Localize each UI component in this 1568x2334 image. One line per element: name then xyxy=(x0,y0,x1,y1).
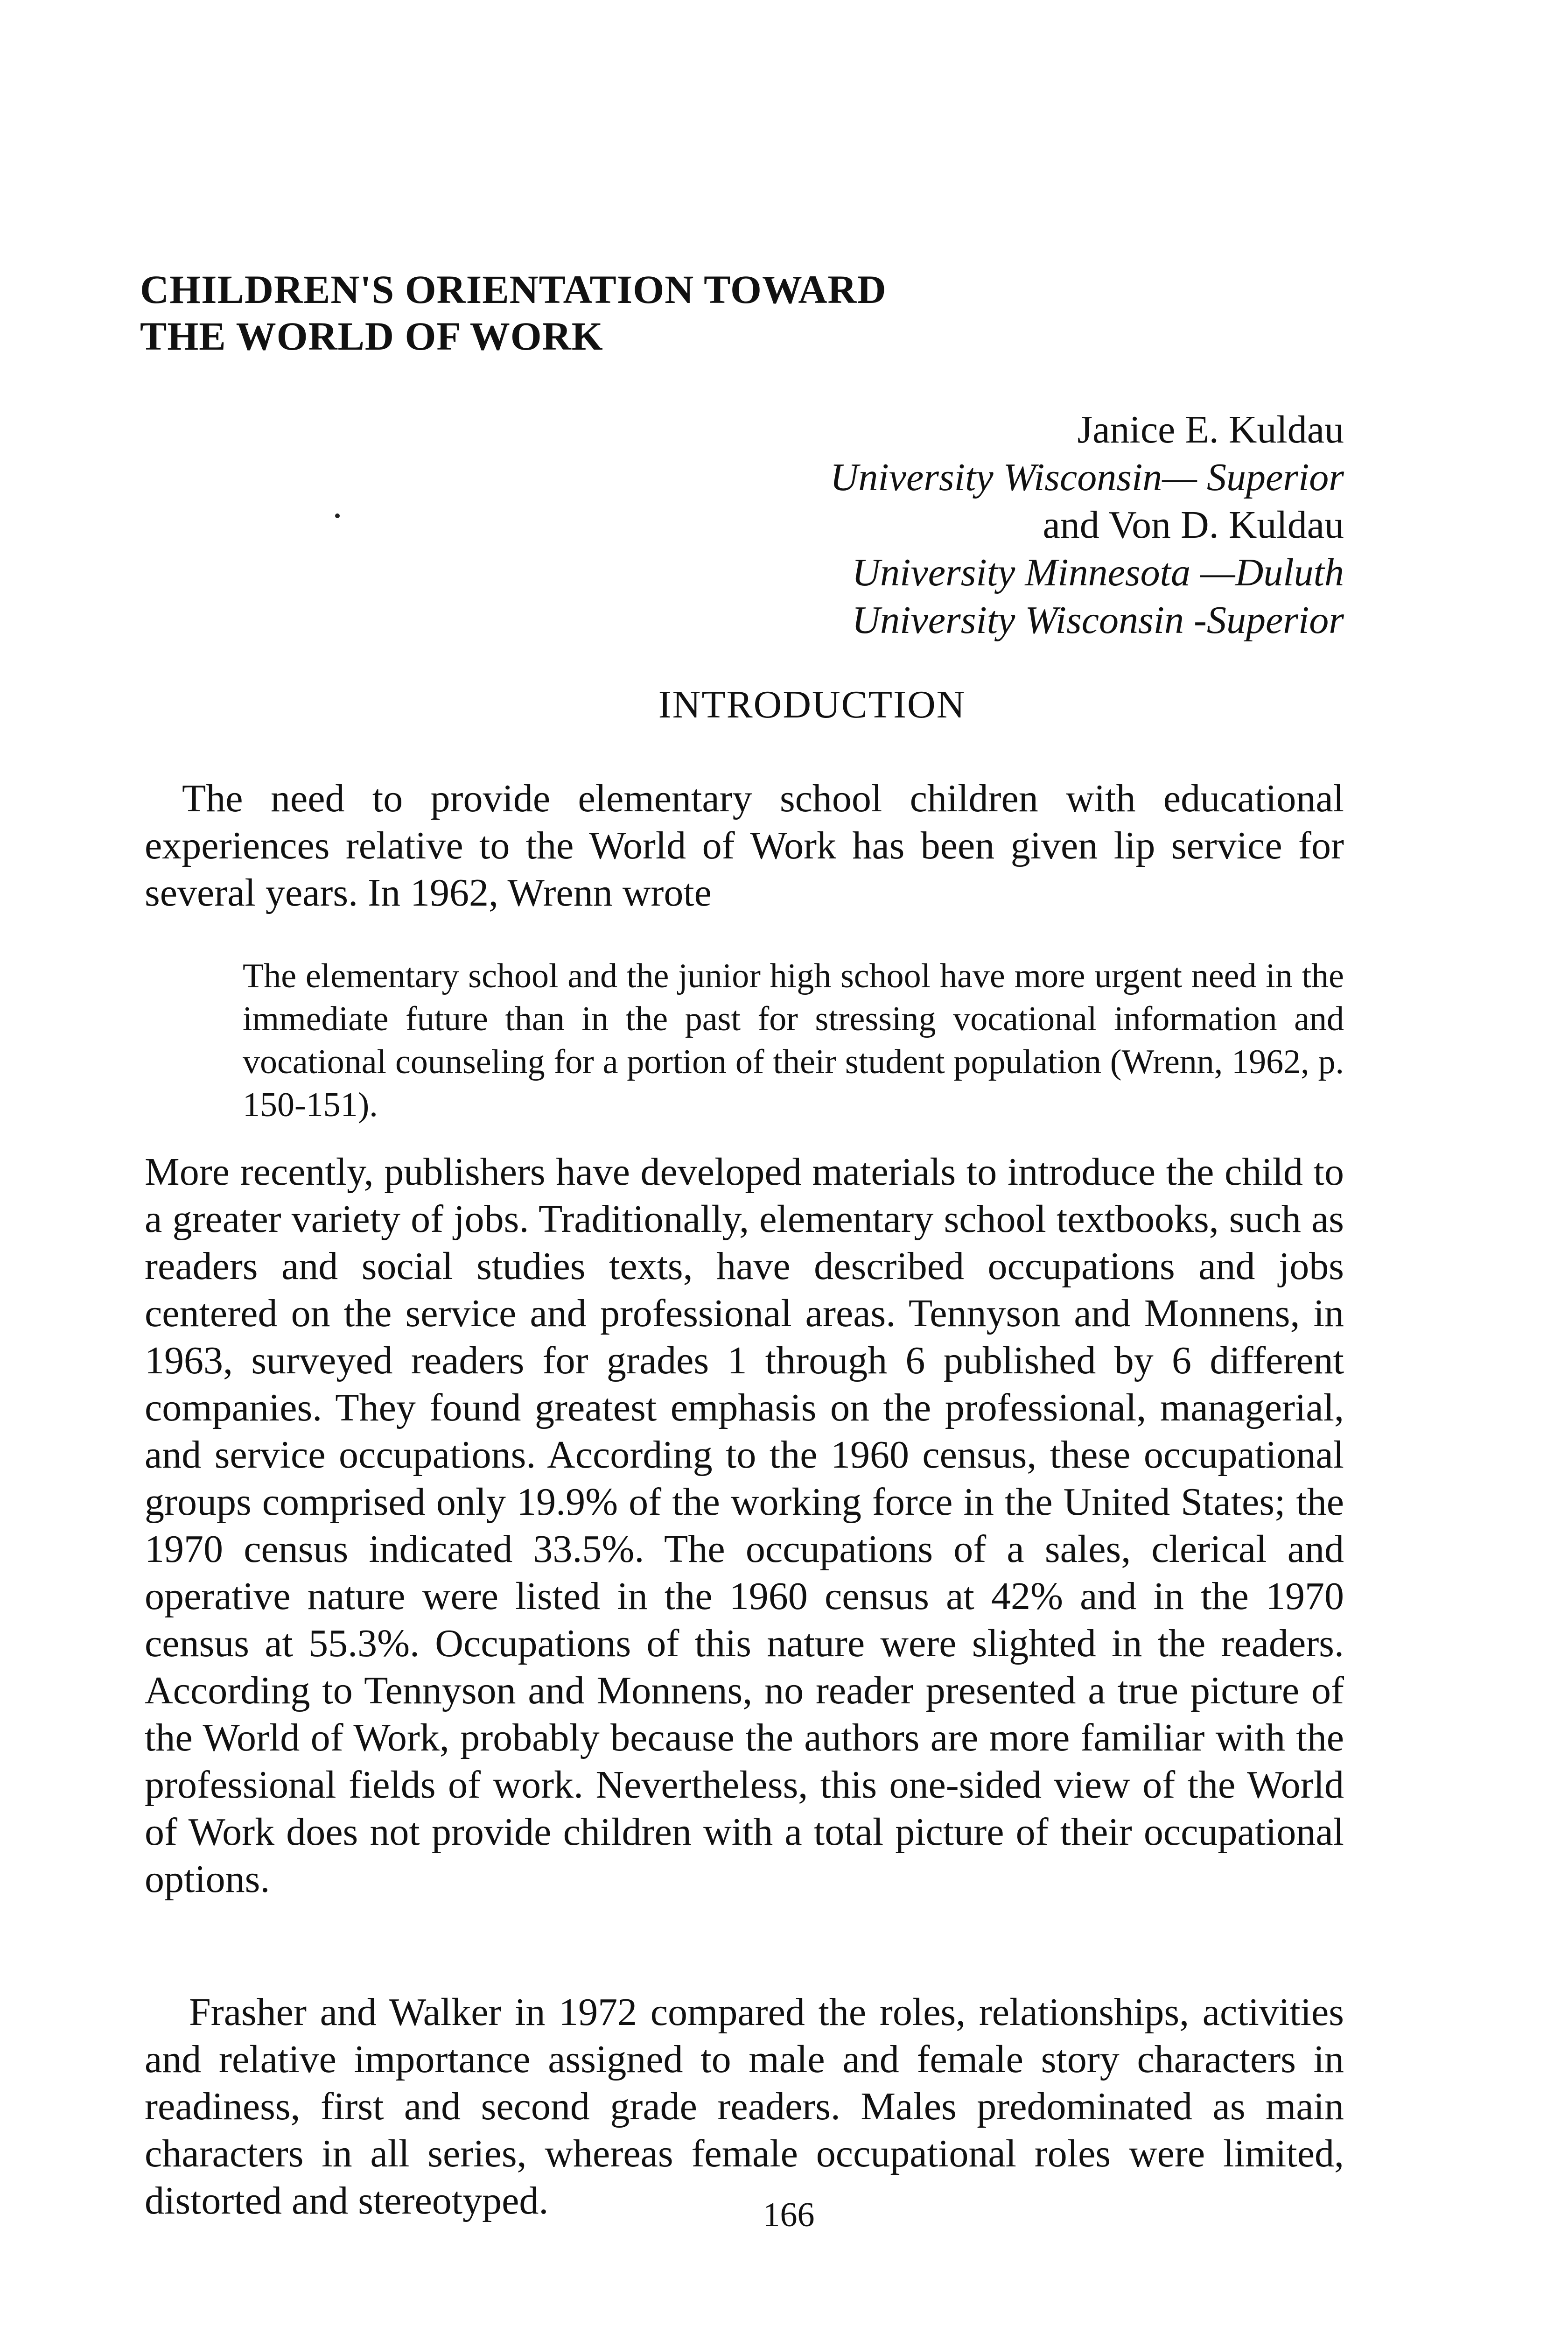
author-affiliation-3: University Wisconsin -Superior xyxy=(852,598,1344,642)
paragraph-1: The need to provide elementary school children with educational experiences relative to the World of Work has been given lip service for several years. In 1962, Wrenn wrote xyxy=(145,777,1344,914)
author-name-2: and Von D. Kuldau xyxy=(1043,503,1344,547)
paragraph-2: More recently, publishers have developed materials to introduce the child to a greater variety of jobs. Traditionally, elementary school textbooks, such as readers and social studies texts, have described occupations and jobs centered on the service and professional areas. Tennyson and Monnens, in 1963, surveyed readers for grades 1 through 6 published by 6 different companies. They found greatest emphasis on the professional, managerial, and service occupations. According to the 1960 census, these occupational groups comprised only 19.9% of the working force in the United States; the 1970 census indicated 33.5%. The occupations of a sales, clerical and operative nature were listed in the 1960 census at 42% and in the 1970 census at 55.3%. Occupations of this nature were slighted in the readers. According to Tennyson and Monnens, no reader presented a true picture of the World of Work, probably because the authors are more familiar with the professional fields of work. Nevertheless, this one-sided view of the World of Work does not provide children with a total picture of their occupational options. xyxy=(145,1150,1344,1901)
author-name-1: Janice E. Kuldau xyxy=(1077,408,1344,451)
paragraph-3: Frasher and Walker in 1972 compared the roles, relationships, activities and relative importance assigned to male and female story characters in readiness, first and second grade readers. Males predominated as main characters in all series, whereas female occupational roles were limited, distorted and stereotyped. xyxy=(145,1990,1344,2222)
author-block xyxy=(830,406,1344,644)
article-title xyxy=(140,266,887,359)
title-line-1: CHILDREN'S ORIENTATION TOWARD xyxy=(140,267,887,312)
stray-dot-mark xyxy=(335,513,340,518)
page-number: 166 xyxy=(763,2196,815,2234)
title-line-2: THE WORLD OF WORK xyxy=(140,314,603,359)
author-affiliation-2: University Minnesota —Duluth xyxy=(852,551,1344,594)
author-affiliation-1: University Wisconsin— Superior xyxy=(830,456,1344,499)
block-quote: The elementary school and the junior high school have more urgent need in the immediate future than in the past for stressing vocational information and vocational counseling for a portion of their student population (Wrenn, 1962, p. 150-151). xyxy=(243,957,1344,1124)
section-heading: INTRODUCTION xyxy=(658,683,966,726)
